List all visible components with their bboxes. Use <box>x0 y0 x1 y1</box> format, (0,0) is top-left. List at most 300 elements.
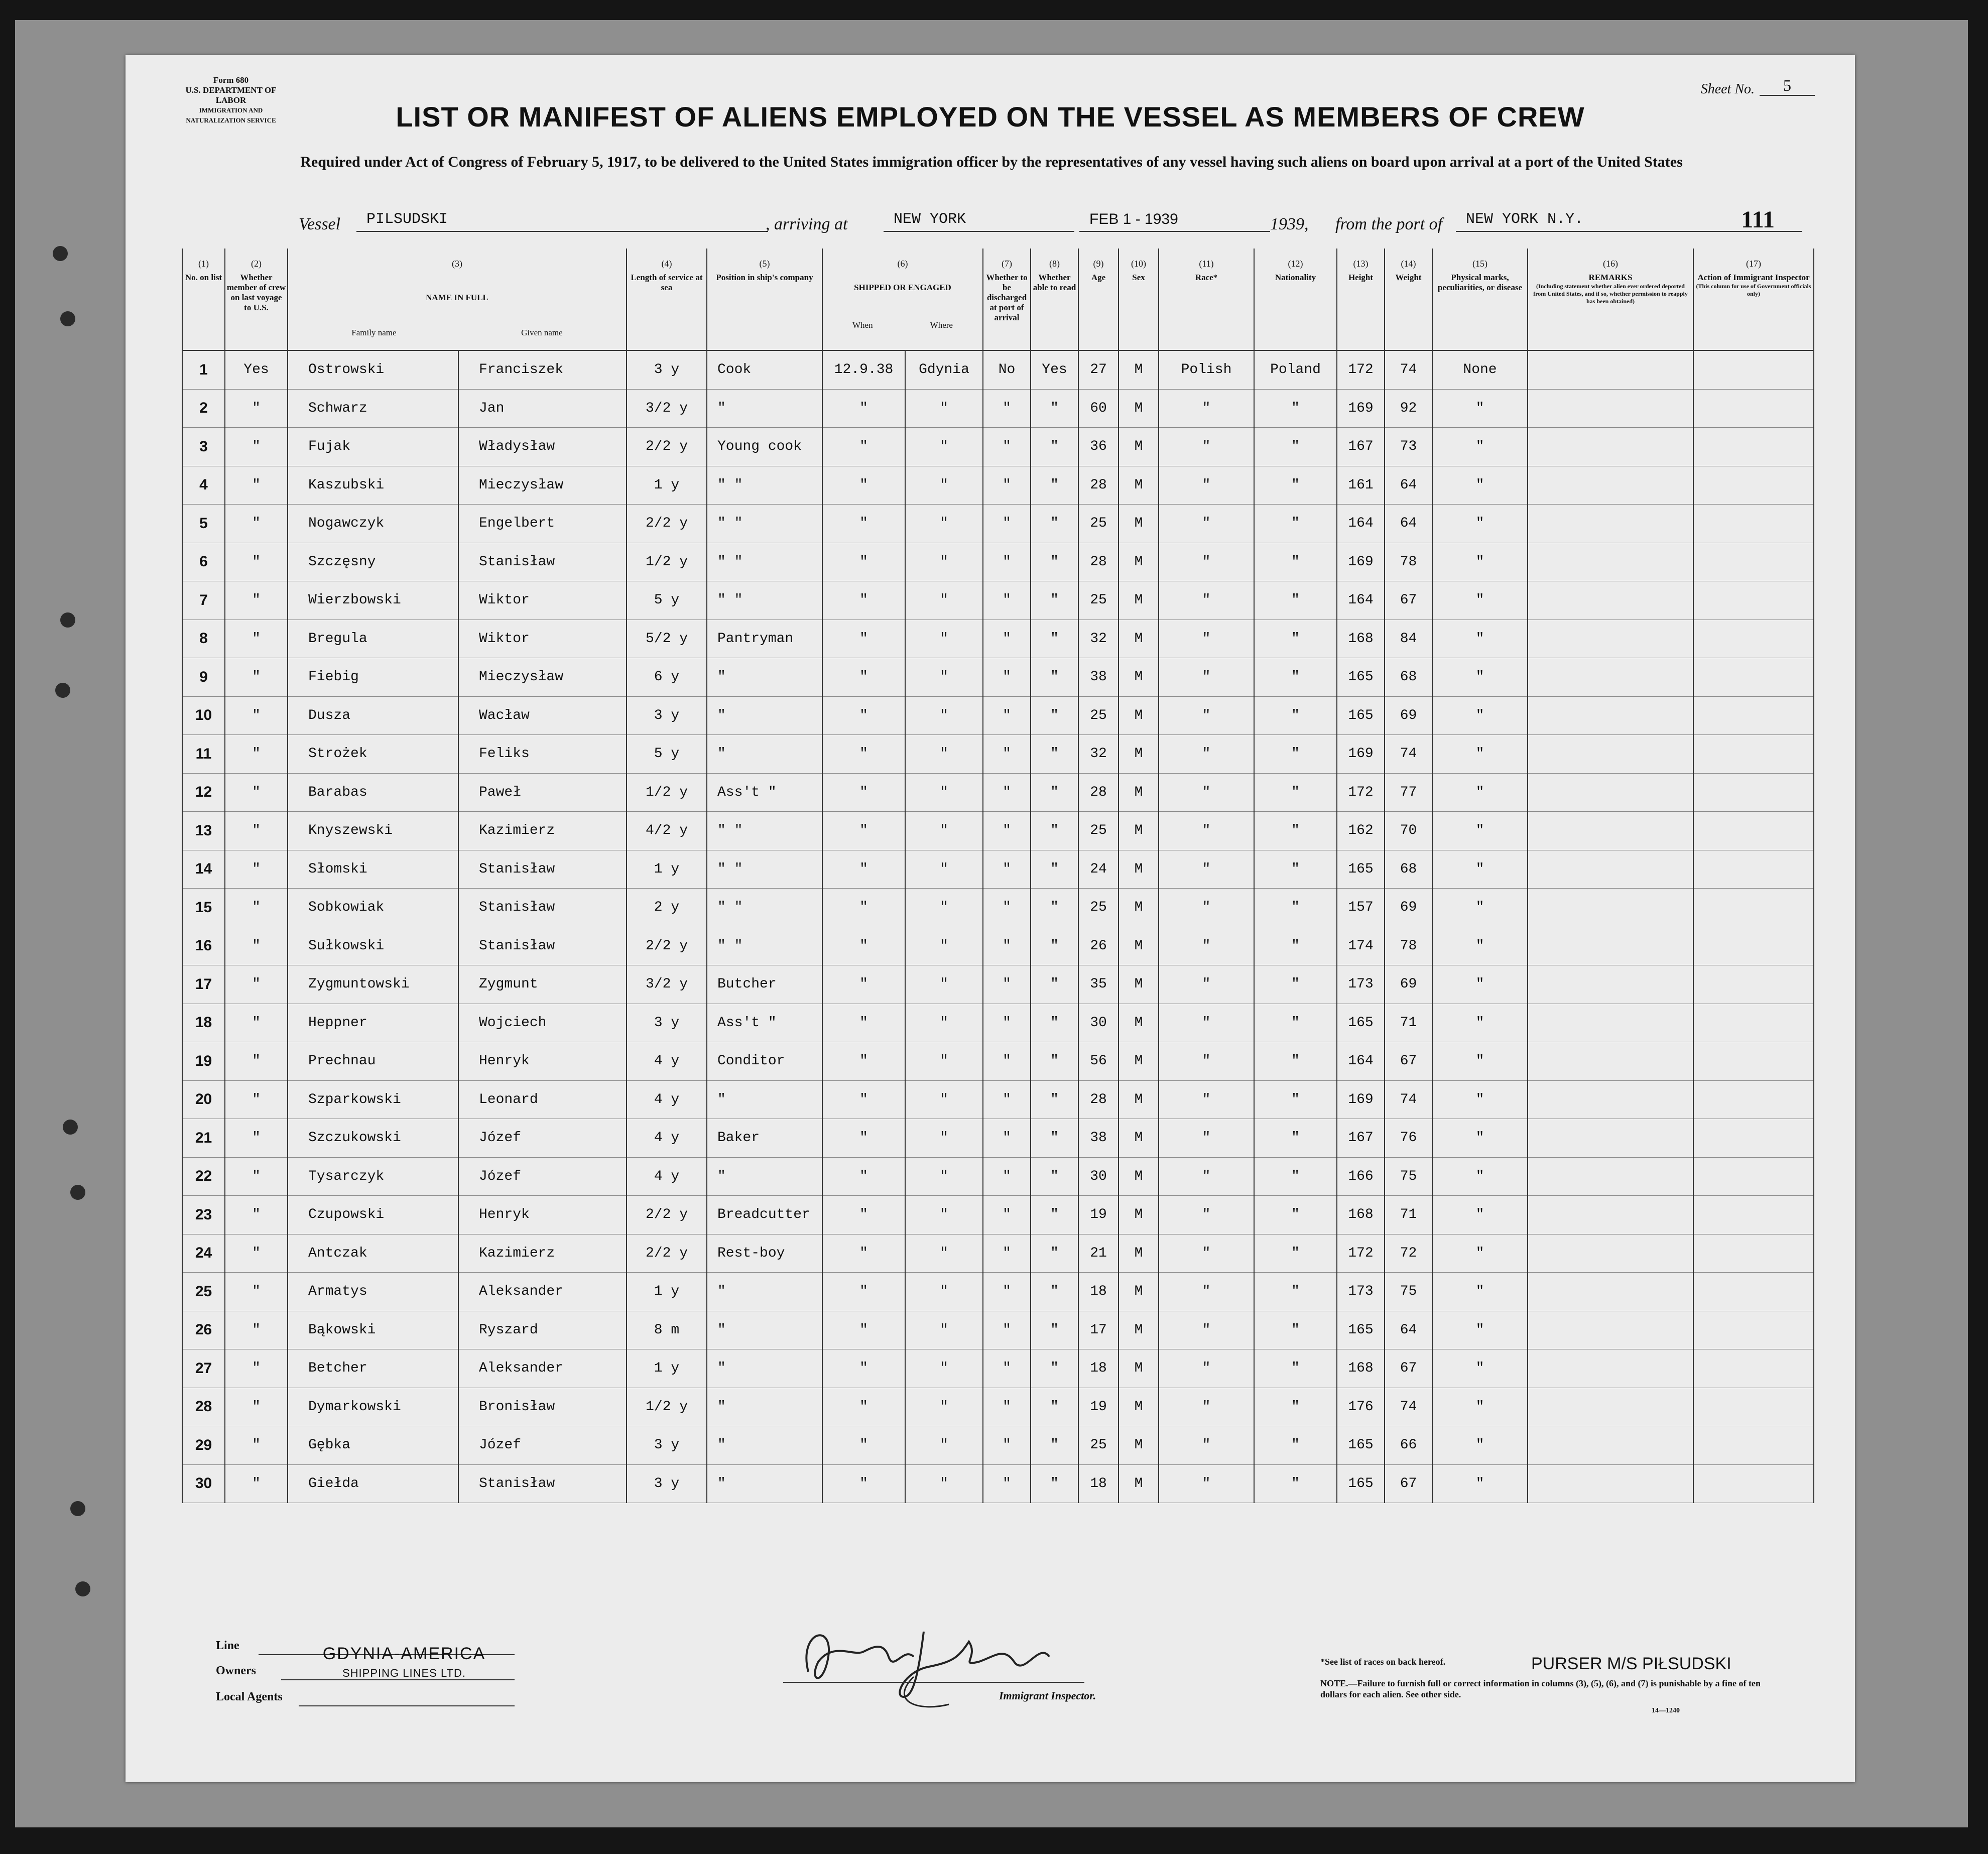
nationality-cell: " <box>1254 1119 1337 1158</box>
race-cell: " <box>1159 1273 1254 1311</box>
weight-cell: 84 <box>1385 620 1432 658</box>
physical-marks-cell: " <box>1432 658 1528 697</box>
weight-cell: 74 <box>1385 350 1432 389</box>
physical-marks-cell: " <box>1432 812 1528 850</box>
service-length-cell: 3/2 y <box>627 965 707 1004</box>
age-cell: 17 <box>1078 1311 1119 1349</box>
shipped-where-cell: " <box>905 889 983 927</box>
family-name-cell: Giełda <box>288 1464 458 1503</box>
remarks-label: REMARKS <box>1588 273 1633 282</box>
line-number: 2 <box>182 389 225 428</box>
sheet-number-field[interactable]: 5 <box>1760 76 1815 96</box>
last-voyage-cell: " <box>225 1080 288 1119</box>
table-row <box>182 773 1814 812</box>
sex-cell: M <box>1119 927 1159 965</box>
given-name-cell: Franciszek <box>458 350 627 389</box>
physical-marks-cell: " <box>1432 1196 1528 1234</box>
age-cell: 18 <box>1078 1273 1119 1311</box>
given-name-cell: Józef <box>458 1119 627 1158</box>
given-name-cell: Mieczysław <box>458 658 627 697</box>
given-name-cell: Jan <box>458 389 627 428</box>
weight-cell: 75 <box>1385 1273 1432 1311</box>
age-cell: 36 <box>1078 428 1119 466</box>
able-to-read-cell: " <box>1031 581 1078 620</box>
family-name-cell: Bąkowski <box>288 1311 458 1349</box>
able-to-read-cell: " <box>1031 735 1078 774</box>
position-cell: " " <box>707 543 822 581</box>
binder-hole <box>60 612 75 628</box>
remarks-cell <box>1528 428 1693 466</box>
able-to-read-cell: " <box>1031 965 1078 1004</box>
nationality-cell: " <box>1254 1388 1337 1426</box>
family-name-cell: Antczak <box>288 1234 458 1273</box>
race-cell: " <box>1159 389 1254 428</box>
discharged-cell: " <box>983 1196 1031 1234</box>
physical-marks-cell: " <box>1432 1119 1528 1158</box>
nationality-cell: " <box>1254 812 1337 850</box>
shipped-where-cell: " <box>905 1004 983 1042</box>
able-to-read-cell: " <box>1031 889 1078 927</box>
remarks-cell <box>1528 1426 1693 1465</box>
race-cell: " <box>1159 1080 1254 1119</box>
service-length-cell: 2/2 y <box>627 1196 707 1234</box>
family-name-cell: Bregula <box>288 620 458 658</box>
position-cell: " <box>707 1349 822 1388</box>
height-cell: 167 <box>1337 428 1385 466</box>
height-cell: 168 <box>1337 1196 1385 1234</box>
col-num: (9) <box>1078 249 1119 271</box>
shipped-label: SHIPPED OR ENGAGED <box>854 283 951 292</box>
family-name-cell: Zygmuntowski <box>288 965 458 1004</box>
position-cell: Cook <box>707 350 822 389</box>
position-cell: " " <box>707 927 822 965</box>
able-to-read-cell: " <box>1031 1119 1078 1158</box>
sex-cell: M <box>1119 1388 1159 1426</box>
col-num: (13) <box>1337 249 1385 271</box>
header-able-to-read: Whether able to read <box>1031 271 1078 350</box>
height-cell: 168 <box>1337 1349 1385 1388</box>
physical-marks-cell: None <box>1432 350 1528 389</box>
discharged-cell: " <box>983 543 1031 581</box>
race-cell: " <box>1159 1311 1254 1349</box>
last-voyage-cell: " <box>225 889 288 927</box>
last-voyage-cell: " <box>225 1042 288 1081</box>
inspector-action-cell <box>1693 696 1814 735</box>
age-cell: 30 <box>1078 1157 1119 1196</box>
nationality-cell: " <box>1254 1080 1337 1119</box>
given-name-cell: Stanisław <box>458 1464 627 1503</box>
header-nationality: Nationality <box>1254 271 1337 350</box>
line-number: 6 <box>182 543 225 581</box>
page-title: LIST OR MANIFEST OF ALIENS EMPLOYED ON THE VESSEL AS MEMBERS OF CREW <box>396 101 1585 133</box>
age-cell: 56 <box>1078 1042 1119 1081</box>
line-label: Line <box>216 1639 239 1652</box>
given-name-cell: Kazimierz <box>458 812 627 850</box>
race-cell: " <box>1159 1119 1254 1158</box>
line-number: 23 <box>182 1196 225 1234</box>
sex-cell: M <box>1119 350 1159 389</box>
race-cell: " <box>1159 428 1254 466</box>
remarks-note: (Including statement whether alien ever ordered deported from United States, and if so, whether permission to reapply has been obtained) <box>1533 283 1688 305</box>
age-cell: 27 <box>1078 350 1119 389</box>
family-name-cell: Betcher <box>288 1349 458 1388</box>
header-age: Age <box>1078 271 1119 350</box>
remarks-cell <box>1528 1234 1693 1273</box>
inspector-action-cell <box>1693 773 1814 812</box>
shipped-when-cell: " <box>822 1349 905 1388</box>
able-to-read-cell: " <box>1031 1464 1078 1503</box>
weight-cell: 74 <box>1385 1388 1432 1426</box>
family-name-cell: Sobkowiak <box>288 889 458 927</box>
age-cell: 19 <box>1078 1196 1119 1234</box>
given-name-cell: Wiktor <box>458 581 627 620</box>
service-length-cell: 4 y <box>627 1157 707 1196</box>
inspector-action-cell <box>1693 812 1814 850</box>
height-cell: 173 <box>1337 1273 1385 1311</box>
given-name-label: Given name <box>521 328 563 337</box>
shipped-where-cell: " <box>905 927 983 965</box>
sex-cell: M <box>1119 1311 1159 1349</box>
col-num: (10) <box>1119 249 1159 271</box>
arrival-date-field[interactable]: FEB 1 - 1939 <box>1079 211 1270 232</box>
weight-cell: 74 <box>1385 735 1432 774</box>
shipped-where-cell: " <box>905 1042 983 1081</box>
race-cell: " <box>1159 889 1254 927</box>
remarks-cell <box>1528 1004 1693 1042</box>
where-label: Where <box>930 320 953 330</box>
family-name-cell: Strożek <box>288 735 458 774</box>
age-cell: 18 <box>1078 1349 1119 1388</box>
sex-cell: M <box>1119 1042 1159 1081</box>
col-num: (15) <box>1432 249 1528 271</box>
age-cell: 24 <box>1078 850 1119 889</box>
service-length-cell: 6 y <box>627 658 707 697</box>
inspector-action-cell <box>1693 735 1814 774</box>
header-no-on-list: No. on list <box>182 271 225 350</box>
age-cell: 38 <box>1078 1119 1119 1158</box>
col-num: (4) <box>627 249 707 271</box>
physical-marks-cell: " <box>1432 1273 1528 1311</box>
shipped-when-cell: " <box>822 1042 905 1081</box>
age-cell: 25 <box>1078 505 1119 543</box>
discharged-cell: " <box>983 696 1031 735</box>
race-cell: " <box>1159 696 1254 735</box>
age-cell: 26 <box>1078 927 1119 965</box>
height-cell: 165 <box>1337 1426 1385 1465</box>
shipped-when-cell: " <box>822 1234 905 1273</box>
physical-marks-cell: " <box>1432 1234 1528 1273</box>
given-name-cell: Stanisław <box>458 889 627 927</box>
sex-cell: M <box>1119 620 1159 658</box>
table-row <box>182 735 1814 774</box>
age-cell: 19 <box>1078 1388 1119 1426</box>
form-number: Form 680 <box>213 75 249 85</box>
able-to-read-cell: " <box>1031 1349 1078 1388</box>
inspector-action-cell <box>1693 466 1814 505</box>
sex-cell: M <box>1119 1157 1159 1196</box>
header-height: Height <box>1337 271 1385 350</box>
last-voyage-cell: " <box>225 927 288 965</box>
remarks-cell <box>1528 1042 1693 1081</box>
race-cell: " <box>1159 1004 1254 1042</box>
shipped-when-cell: " <box>822 543 905 581</box>
discharged-cell: " <box>983 1464 1031 1503</box>
arrival-port-field[interactable]: NEW YORK <box>884 211 1074 232</box>
service-length-cell: 2/2 y <box>627 927 707 965</box>
position-cell: " <box>707 1080 822 1119</box>
race-cell: " <box>1159 1234 1254 1273</box>
physical-marks-cell: " <box>1432 1464 1528 1503</box>
shipped-where-cell: " <box>905 735 983 774</box>
shipped-when-cell: " <box>822 1388 905 1426</box>
discharged-cell: No <box>983 350 1031 389</box>
height-cell: 174 <box>1337 927 1385 965</box>
age-cell: 25 <box>1078 889 1119 927</box>
binder-hole <box>55 683 70 698</box>
remarks-cell <box>1528 1080 1693 1119</box>
inspector-action-cell <box>1693 543 1814 581</box>
inspector-action-cell <box>1693 1080 1814 1119</box>
service-length-cell: 5 y <box>627 581 707 620</box>
remarks-cell <box>1528 927 1693 965</box>
shipped-where-cell: " <box>905 696 983 735</box>
table-row <box>182 1273 1814 1311</box>
table-row <box>182 1080 1814 1119</box>
table-row <box>182 1119 1814 1158</box>
inspector-action-cell <box>1693 1119 1814 1158</box>
table-row <box>182 1157 1814 1196</box>
weight-cell: 77 <box>1385 773 1432 812</box>
service-length-cell: 1 y <box>627 466 707 505</box>
weight-cell: 69 <box>1385 965 1432 1004</box>
remarks-cell <box>1528 350 1693 389</box>
shipped-where-cell: " <box>905 466 983 505</box>
from-port-field[interactable]: NEW YORK N.Y. <box>1456 211 1802 232</box>
inspector-action-cell <box>1693 927 1814 965</box>
physical-marks-cell: " <box>1432 543 1528 581</box>
sex-cell: M <box>1119 1119 1159 1158</box>
given-name-cell: Józef <box>458 1157 627 1196</box>
action-label: Action of Immigrant Inspector <box>1697 273 1810 282</box>
header-name-in-full <box>288 271 627 350</box>
table-row <box>182 505 1814 543</box>
remarks-cell <box>1528 1464 1693 1503</box>
shipped-where-cell: " <box>905 505 983 543</box>
action-note: (This column for use of Government officials only) <box>1696 283 1811 297</box>
family-name-cell: Sułkowski <box>288 927 458 965</box>
discharged-cell: " <box>983 1004 1031 1042</box>
nationality-cell: " <box>1254 889 1337 927</box>
able-to-read-cell: " <box>1031 466 1078 505</box>
line-number: 19 <box>182 1042 225 1081</box>
sex-cell: M <box>1119 889 1159 927</box>
shipped-where-cell: " <box>905 1080 983 1119</box>
shipped-where-cell: " <box>905 1273 983 1311</box>
shipped-where-cell: " <box>905 581 983 620</box>
line-number: 27 <box>182 1349 225 1388</box>
height-cell: 157 <box>1337 889 1385 927</box>
company-name: GDYNIA-AMERICA <box>322 1644 486 1663</box>
discharged-cell: " <box>983 965 1031 1004</box>
remarks-cell <box>1528 505 1693 543</box>
last-voyage-cell: " <box>225 1426 288 1465</box>
able-to-read-cell: Yes <box>1031 350 1078 389</box>
shipped-when-cell: " <box>822 965 905 1004</box>
height-cell: 164 <box>1337 581 1385 620</box>
race-cell: " <box>1159 1349 1254 1388</box>
shipped-where-cell: " <box>905 1157 983 1196</box>
discharged-cell: " <box>983 620 1031 658</box>
line-number: 24 <box>182 1234 225 1273</box>
nationality-cell: " <box>1254 1234 1337 1273</box>
nationality-cell: " <box>1254 735 1337 774</box>
physical-marks-cell: " <box>1432 735 1528 774</box>
discharged-cell: " <box>983 1349 1031 1388</box>
discharged-cell: " <box>983 927 1031 965</box>
last-voyage-cell: " <box>225 1196 288 1234</box>
height-cell: 169 <box>1337 1080 1385 1119</box>
family-name-cell: Barabas <box>288 773 458 812</box>
last-voyage-cell: " <box>225 696 288 735</box>
given-name-cell: Paweł <box>458 773 627 812</box>
last-voyage-cell: Yes <box>225 350 288 389</box>
discharged-cell: " <box>983 850 1031 889</box>
owners-label: Owners <box>216 1664 256 1677</box>
line-number: 3 <box>182 428 225 466</box>
inspector-action-cell <box>1693 389 1814 428</box>
age-cell: 28 <box>1078 543 1119 581</box>
height-cell: 164 <box>1337 1042 1385 1081</box>
service-length-cell: 3 y <box>627 1004 707 1042</box>
able-to-read-cell: " <box>1031 620 1078 658</box>
shipped-when-cell: " <box>822 889 905 927</box>
able-to-read-cell: " <box>1031 1042 1078 1081</box>
binder-hole <box>63 1120 78 1135</box>
inspector-action-cell <box>1693 1273 1814 1311</box>
line-number: 16 <box>182 927 225 965</box>
table-row <box>182 812 1814 850</box>
vessel-field[interactable]: PILSUDSKI <box>356 211 768 232</box>
height-cell: 166 <box>1337 1157 1385 1196</box>
shipped-when-cell: " <box>822 1311 905 1349</box>
race-cell: " <box>1159 1196 1254 1234</box>
nationality-cell: " <box>1254 1273 1337 1311</box>
remarks-cell <box>1528 1311 1693 1349</box>
table-row <box>182 466 1814 505</box>
weight-cell: 67 <box>1385 1464 1432 1503</box>
family-name-cell: Wierzbowski <box>288 581 458 620</box>
binder-hole <box>53 246 68 261</box>
inspector-label: Immigrant Inspector. <box>999 1689 1096 1702</box>
shipped-where-cell: " <box>905 658 983 697</box>
given-name-cell: Ryszard <box>458 1311 627 1349</box>
race-cell: Polish <box>1159 350 1254 389</box>
remarks-cell <box>1528 1273 1693 1311</box>
physical-marks-cell: " <box>1432 1157 1528 1196</box>
able-to-read-cell: " <box>1031 850 1078 889</box>
line-number: 10 <box>182 696 225 735</box>
position-cell: " " <box>707 581 822 620</box>
shipped-where-cell: Gdynia <box>905 350 983 389</box>
table-row <box>182 350 1814 389</box>
race-cell: " <box>1159 1157 1254 1196</box>
position-cell: Ass't " <box>707 773 822 812</box>
family-name-cell: Szczukowski <box>288 1119 458 1158</box>
inspector-action-cell <box>1693 658 1814 697</box>
height-cell: 165 <box>1337 658 1385 697</box>
nationality-cell: Poland <box>1254 350 1337 389</box>
physical-marks-cell: " <box>1432 581 1528 620</box>
given-name-cell: Wiktor <box>458 620 627 658</box>
nationality-cell: " <box>1254 620 1337 658</box>
race-note: *See list of races on back hereof. <box>1320 1657 1446 1667</box>
sex-cell: M <box>1119 1080 1159 1119</box>
able-to-read-cell: " <box>1031 505 1078 543</box>
given-name-cell: Engelbert <box>458 505 627 543</box>
able-to-read-cell: " <box>1031 1196 1078 1234</box>
family-name-cell: Słomski <box>288 850 458 889</box>
column-header-row <box>182 271 1814 350</box>
nationality-cell: " <box>1254 389 1337 428</box>
line-number: 4 <box>182 466 225 505</box>
inspector-action-cell <box>1693 1349 1814 1388</box>
remarks-cell <box>1528 620 1693 658</box>
position-cell: " <box>707 1157 822 1196</box>
given-name-cell: Stanisław <box>458 850 627 889</box>
family-name-cell: Kaszubski <box>288 466 458 505</box>
given-name-cell: Wacław <box>458 696 627 735</box>
remarks-cell <box>1528 543 1693 581</box>
race-cell: " <box>1159 927 1254 965</box>
header-member-last-voyage: Whether member of crew on last voyage to U.S. <box>225 271 288 350</box>
header-position: Position in ship's company <box>707 271 822 350</box>
shipped-where-cell: " <box>905 1388 983 1426</box>
table-row <box>182 850 1814 889</box>
col-num: (16) <box>1528 249 1693 271</box>
shipped-where-cell: " <box>905 1349 983 1388</box>
printer-code: 14—1240 <box>1652 1707 1680 1714</box>
given-name-cell: Wojciech <box>458 1004 627 1042</box>
sex-cell: M <box>1119 1464 1159 1503</box>
sex-cell: M <box>1119 505 1159 543</box>
weight-cell: 64 <box>1385 1311 1432 1349</box>
able-to-read-cell: " <box>1031 389 1078 428</box>
given-name-cell: Stanisław <box>458 927 627 965</box>
discharged-cell: " <box>983 581 1031 620</box>
physical-marks-cell: " <box>1432 889 1528 927</box>
family-name-cell: Ostrowski <box>288 350 458 389</box>
table-row <box>182 889 1814 927</box>
header-physical-marks: Physical marks, peculiarities, or disease <box>1432 271 1528 350</box>
line-number: 13 <box>182 812 225 850</box>
position-cell: Ass't " <box>707 1004 822 1042</box>
service-length-cell: 3 y <box>627 696 707 735</box>
sex-cell: M <box>1119 389 1159 428</box>
able-to-read-cell: " <box>1031 428 1078 466</box>
line-number: 14 <box>182 850 225 889</box>
inspector-action-cell <box>1693 1157 1814 1196</box>
table-row <box>182 1042 1814 1081</box>
age-cell: 25 <box>1078 812 1119 850</box>
shipped-when-cell: 12.9.38 <box>822 350 905 389</box>
discharged-cell: " <box>983 389 1031 428</box>
company-subtitle: SHIPPING LINES LTD. <box>342 1667 466 1679</box>
shipped-when-cell: " <box>822 1273 905 1311</box>
line-number: 1 <box>182 350 225 389</box>
position-cell: " <box>707 1464 822 1503</box>
discharged-cell: " <box>983 466 1031 505</box>
last-voyage-cell: " <box>225 850 288 889</box>
